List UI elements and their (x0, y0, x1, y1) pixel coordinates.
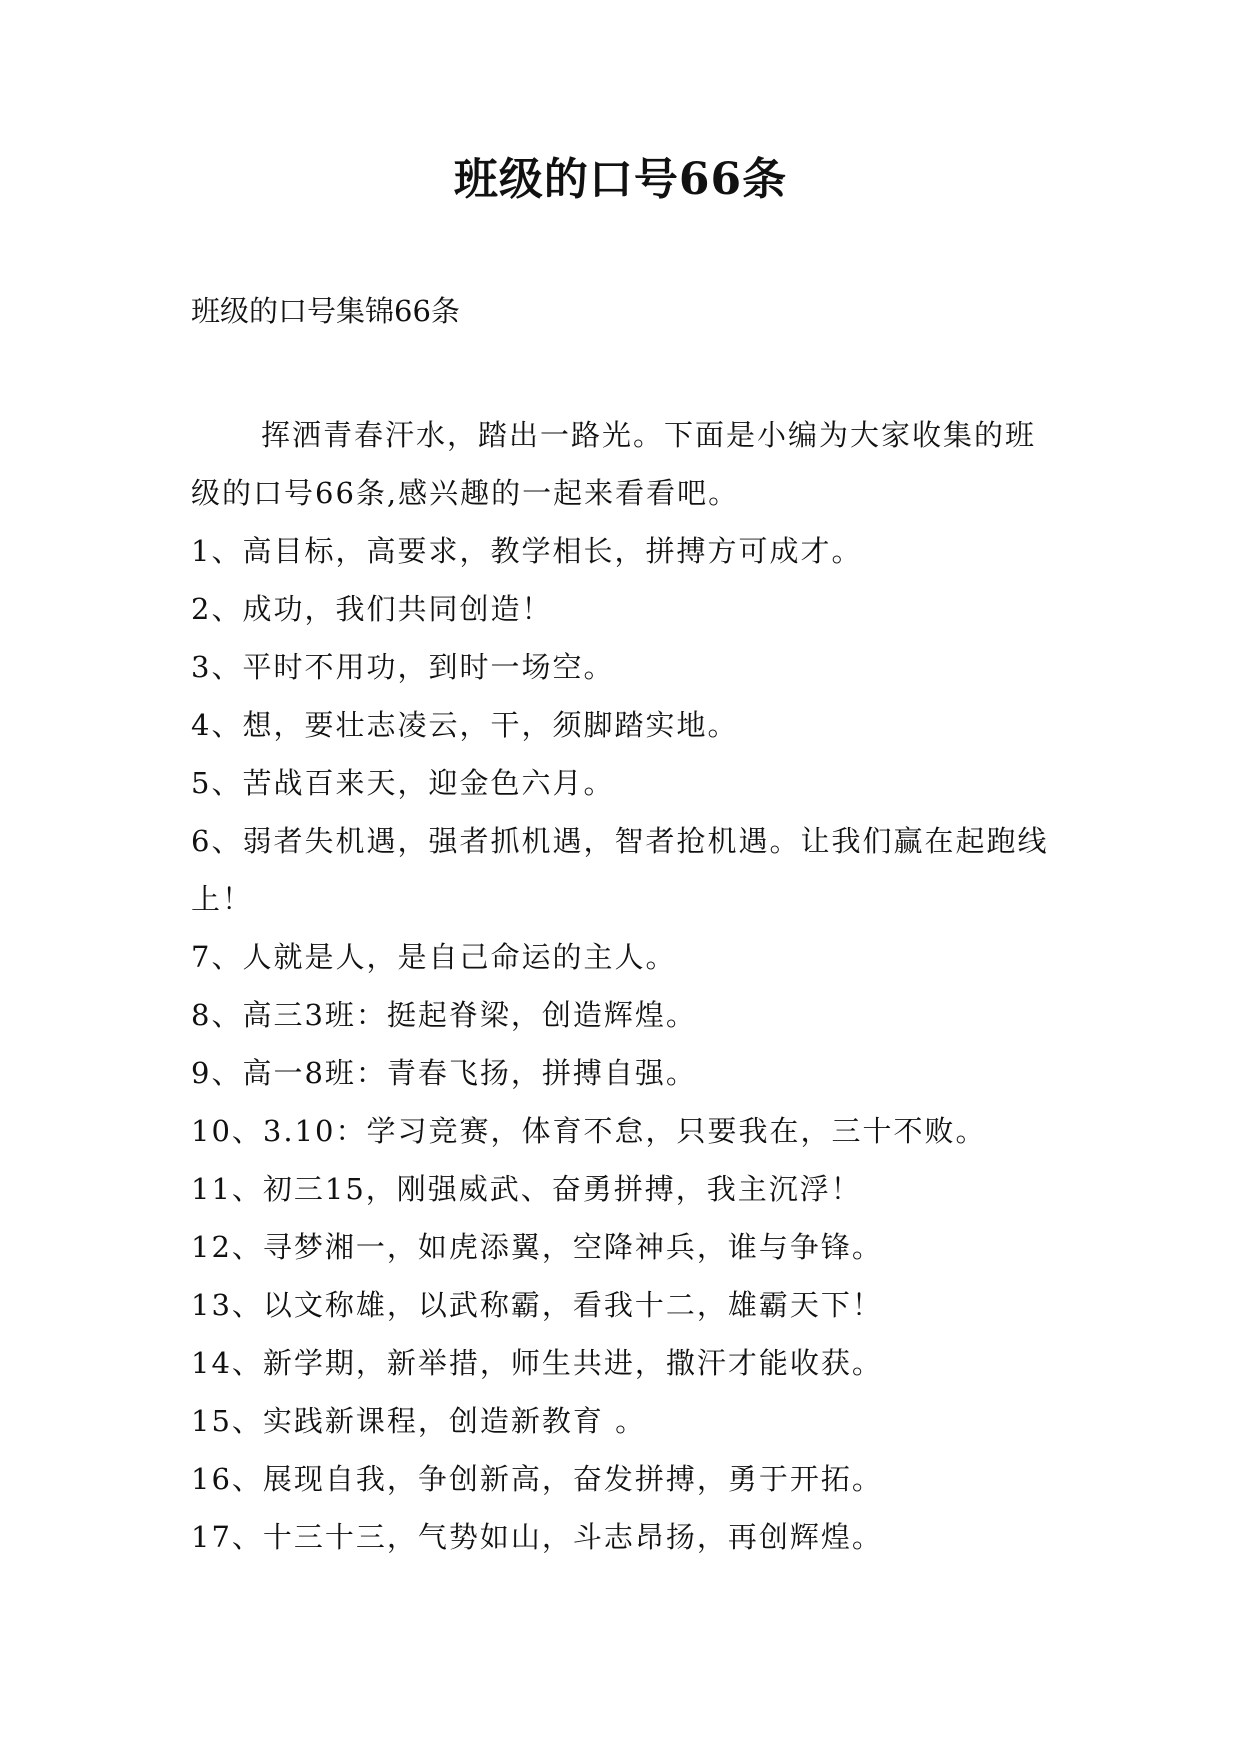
slogan-item: 17、十三十三，气势如山，斗志昂扬，再创辉煌。 (191, 1520, 883, 1554)
slogan-item: 14、新学期，新举措，师生共进，撒汗才能收获。 (191, 1346, 883, 1380)
slogan-item: 3、平时不用功，到时一场空。 (191, 650, 615, 684)
slogan-item: 8、高三3班：挺起脊梁，创造辉煌。 (191, 998, 697, 1032)
slogan-item: 13、以文称雄，以武称霸，看我十二，雄霸天下！ (191, 1288, 883, 1322)
slogan-item: 6、弱者失机遇，强者抓机遇，智者抢机遇。让我们赢在起跑线上！ (191, 824, 1049, 916)
slogan-item: 2、成功，我们共同创造！ (191, 592, 553, 626)
slogan-item: 1、高目标，高要求，教学相长，拼搏方可成才。 (191, 534, 863, 568)
document-body (191, 406, 1061, 1566)
slogan-item: 12、寻梦湘一，如虎添翼，空降神兵，谁与争锋。 (191, 1230, 883, 1264)
slogan-item: 10、3.10：学习竞赛，体育不怠，只要我在，三十不败。 (191, 1114, 987, 1148)
slogan-item: 4、想，要壮志凌云，干，须脚踏实地。 (191, 708, 739, 742)
slogan-item: 7、人就是人，是自己命运的主人。 (191, 940, 677, 974)
slogan-item: 9、高一8班：青春飞扬，拼搏自强。 (191, 1056, 697, 1090)
slogan-item: 11、初三15，刚强威武、奋勇拼搏，我主沉浮！ (191, 1172, 862, 1206)
document-subtitle: 班级的口号集锦66条 (191, 294, 460, 328)
document-title: 班级的口号66条 (453, 154, 788, 205)
slogan-item: 16、展现自我，争创新高，奋发拼搏，勇于开拓。 (191, 1462, 883, 1496)
slogan-item: 15、实践新课程，创造新教育 。 (191, 1404, 647, 1438)
slogan-item: 5、苦战百来天，迎金色六月。 (191, 766, 615, 800)
intro-paragraph: 挥洒青春汗水，踏出一路光。下面是小编为大家收集的班级的口号66条,感兴趣的一起来看看吧。 (191, 418, 1037, 510)
